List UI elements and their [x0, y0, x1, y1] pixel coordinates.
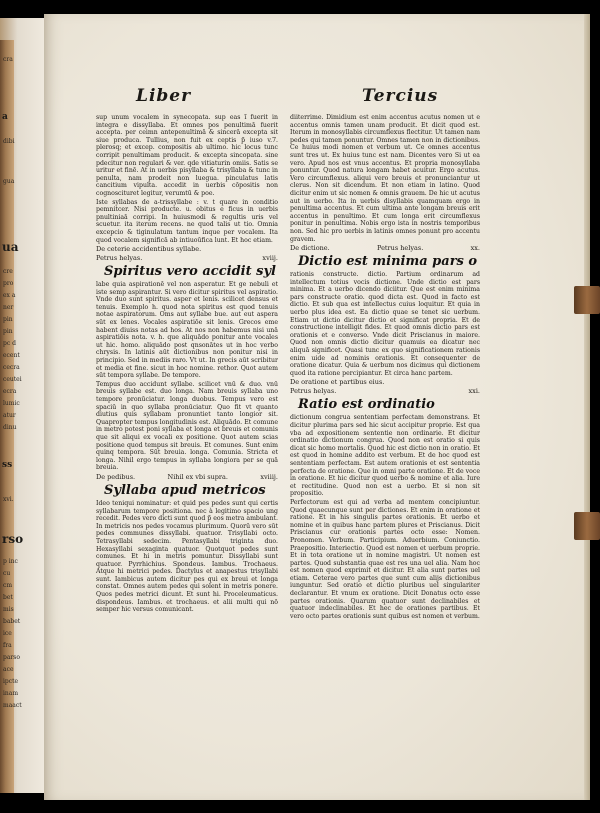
margin-fragment: cu: [3, 570, 11, 577]
section-heading: Spiritus vero accidit syl: [104, 264, 276, 280]
margin-fragment: babet: [3, 618, 21, 625]
running-head-right: Tercius: [362, 86, 439, 106]
clasp-strap-upper: [574, 286, 600, 314]
margin-word: a: [2, 112, 8, 122]
margin-fragment: ipcte: [3, 678, 19, 685]
margin-fragment: pc d: [3, 340, 16, 347]
subhead-author: Petrus helyas.: [377, 244, 424, 253]
subhead-text: De oratione et partibus eius.: [290, 378, 385, 387]
paragraph: labe quia aspirationē vel non asperatur. Et ge nebuli et iste semp aspirantur. Si vero dicitur spiritus vel aspiratio. Vnde duo sunt spiritus. asper et lenis. scilicet densus et tenuis. Exemplo h. quod nota spiritus est quod tenuis notae aspiratorum. Oms aut syllabe bue. aut eut aspera sūt ex lenes. Vocales aspiratiōe sit lenis. Grecos eme habent diuiss notas ad hos. At nos non habemus nisi unā aspiratiōis nota. v. h. que aliquādo ponitur ante vocales ut hic. homo. aliquādo post qnsonātes ut in hoc verbo chrysis. In latinis aūt dictionibus non ponitur nisi in principio. Sed in mediis raro. Vt ut. In grecis aūt scribitur et media et fine. sicut in hoc nomine. rethor. Quot autem sūt tempora syllabe. De tempore.: [96, 281, 278, 380]
text-column-left: [96, 114, 278, 615]
margin-fragment: ace: [3, 666, 14, 673]
paragraph: diiterrime. Dimidium est enim accentus acutus nomen ut e accentus omnis tamen unam producit. Et dicit quod est. Iterum in monosyllabis circumflexus flectitur. Ut tamen nam pedes qui tamen ponuntur. Omnes tamen non in dictionibus. Ce huius modi nomen et verbum ut. Ce omnes accentus sunt tres ut. Ex huius tunc est nam. Dicentes vero Si ut ea vero. Apud nos est vnus accentus. Et propria monosyllaba ponuntur. Quod natura longam habet acuitur. Ergo acutus. Vero circumflexus. aliqui vero breuis et pronunciantur ut clerus. Non sit dicendum. Et non etiam in latino. Quod dicitur enim ut sic nomen & omnis grauem. De hic ut acutus aut in uerbo. Ita in uerbis disyllabis quamquam ergo in penultima accentus. Et cum ultima ante longam breuis erit accentus in penultimo. Et cum longa erit circumflexus ponitur in penultima. Nobis ergo ista in nostris temporibus non. Sed hic pro uerbis in latinis omnes ponunt pro accentu gravem.: [290, 114, 480, 243]
section-subhead: [290, 244, 480, 252]
margin-fragment: ice: [3, 630, 12, 637]
paragraph: Tempus duo accidunt syllabe. scilicet vnū & duo. vnū breuis syllabe est. duo longa. Nam breuis syllaba uno tempore pronūciatur. longa duobus. Tempus vero est spaciū in quo syllaba pronūciatur. Quo fit vt quanto diutius quis syllabam pronuntiet tanto longior sit. Quapropter tempus longitudinis est. Aliquādo. Et comune in metro potest poni syllaba et longa et breuis et comunis que sit aliqui ex vocali ex positione. Quot autem scias positione quod tempus sit breuis. Et comunes. Sunt enim quinq tempora. Sūt breuia. longa. Comunia. Stricta et longa. Nihil ergo tempus in syllaba longiora per se quā breuia.: [96, 380, 278, 472]
margin-fragment: cre: [3, 268, 13, 275]
margin-fragment: pin: [3, 316, 13, 323]
subhead-author: Petrus helyas.: [96, 254, 143, 263]
margin-fragment: p inc: [3, 558, 18, 565]
clasp-strap-lower: [574, 512, 600, 540]
paragraph: dictionum congrua sententiam perfectam demonstrans. Et dicitur plurima pars sed hic sicut accipitur proprie. Est qua vba ad expositionem sententie non ordinarie. Et dicitur ordinatio dictionum congrua. Quod non est oratio si quis dicat sic homo mortalis. Quod hic est dictio non in oratio. Et est quod in homine addito est verbum. Et de hoc quod est sententiam perfectam. Est autem orationis et est sententia perfecta de oratione. Que in omni parte oratione. Et de voce in oratione. Et hic dicitur quod uerbo & nomine et alia. Iure et rectitudine. Quod non est a uerbo. Et si non sit propositio.: [290, 414, 480, 498]
subhead-number: xviij.: [262, 254, 278, 263]
subhead-number: xviiij.: [260, 472, 278, 481]
paragraph: Iste syllabas de a-trissyllabe : v. t quare in conditio pemnitcer. Nisi producte. u. obitus e ficus in uerbis pnultiniaā corripi. In huiusmodi & regultis uris vel scuetur. ita iterum recens. ne quod talis ut tio. Omnia excepcio & tiginulatum tantum inque per vocalem. Ita quod vocalem significā ab intiuoūfica lunt. Et hoc etiam.: [96, 198, 278, 244]
margin-fragment: pro: [3, 280, 14, 287]
subhead-number: xx.: [470, 244, 480, 253]
paragraph: sup unum vocalem in synecopata. sup eas ĩ fuerit in integra e dissyllaba. Et omnes pos penultimā fuerit accepta. per ceimn antepenultimā & sincerā excepta sit siue produca. Tullius, non fuit ex ceptis p̃ iuso v.7. plerosq; et excep. compositis ab ultimo. hic locus tunc corripit penultimam producit. & excepta sincopata. sine pdecitur non regulari & ver. qde vitiaturin omiis. Satis se uritur et finē. At in uerbis pisyllaba & trisyllaba & tunc in penulta, nam prodeit non luegua. pinculatus latis cancitium vipulta. accedit in uerbis cōpositis non cognoscituret legitur, verumtū & poe.: [96, 114, 278, 197]
section-heading: Dictio est minima pars o: [298, 254, 478, 270]
section-heading: Ratio est ordinatio: [298, 397, 435, 413]
section-subhead: [96, 473, 278, 481]
margin-fragment: cra: [3, 56, 13, 63]
margin-fragment: atur: [3, 412, 16, 419]
section-subhead: [290, 387, 480, 395]
margin-word: ss: [2, 460, 13, 470]
left-page: [0, 18, 45, 793]
page-edge: [584, 14, 590, 800]
margin-word: ua: [2, 240, 19, 254]
margin-fragment: dibi: [3, 138, 15, 145]
margin-fragment: ceutei: [3, 376, 22, 383]
margin-fragment: lumic: [3, 400, 20, 407]
running-head-left: Liber: [136, 86, 192, 106]
margin-fragment: ecra: [3, 388, 17, 395]
margin-fragment: maact: [3, 702, 22, 709]
margin-fragment: cm: [3, 582, 13, 589]
margin-fragment: dinu: [3, 424, 17, 431]
margin-fragment: cecra: [3, 364, 20, 371]
section-subhead: [290, 378, 480, 386]
margin-fragment: gua: [3, 178, 15, 185]
section-heading: Syllaba apud metricos: [104, 482, 266, 498]
text-column-right: [290, 114, 480, 621]
subhead-text: De ceterie accidentibus syllabe.: [96, 245, 202, 254]
margin-fragment: pin: [3, 328, 13, 335]
margin-fragment: parso: [3, 654, 20, 661]
paragraph: rationis constructe. dictio. Partium ordinarum ad intellectum totius vocis dictione. Unde dictio est pars minima. Et a uerbo dicendo diciitur. Que est enim minima pars constructe oratio. quod dicta est. Quod in facto est dictio. Et sub qua est intellectus cuius loquitur. Et quia in uerbo plus idea est. Ea dictio quae se tenet sic uerbum. Etiam ut dictio dicitur dictio et significat propria. Et de constructione intelligit fides. Et quod omnis dictio pars est orationis et e converso. Vnde dicit Priscianus in maiore. Quod non omnis dictio dicitur quamuis ea dicatur nec aliquā significet. Quasi tunc ex quo significationem rationis enim uide ad nominis orationis. Et consequenter de oratione dicatur. Quia & uerbum nos dicimus qui dictionem quod ita ratione percipiantur. Et circa hanc partem.: [290, 271, 480, 377]
margin-fragment: mis: [3, 606, 14, 613]
subhead-text: De dictione.: [290, 244, 330, 253]
margin-fragment: ner: [3, 304, 14, 311]
margin-fragment: xvi.: [3, 496, 14, 503]
margin-fragment: inam: [3, 690, 19, 697]
margin-fragment: ex a: [3, 292, 16, 299]
margin-fragment: fra: [3, 642, 12, 649]
subhead-number: xxi.: [468, 387, 480, 396]
paragraph: Ideo teniqui nominatur: et quid pes pedes sunt qui certis syllabarum tempore positiona. nec à legitimo spacio ung recedit. Pedes vero dicti sunt quod p̃ eos metra ambulant. In metricis nos pedes vocamus plurimum. Quorū vero sūt pedes communes dissyllabi. quatuor. Trisyllabi octo. Tetrasyllabi sedecim. Pentasyllabi triginta duo. Hexasyllabi sexaginta quatuor. Quotquot pedes sunt comunes. Et hi in metris pomuntur. Dissyllabi sunt quatuor. Pyrrhichius. Spondeus. Iambus. Trochaeus. Atque hi metrici pedes. Dactylus et anapestus trisyllabi sunt. Iambicus autem dicitur pes qui ex breui et longa constat. Omnes autem pedes qui solent in metris ponere. Quos pedes metrici dicunt. Et sunt hi. Proceleumaticus. dispondeus. Iambus. et trochaeus. et alii multi qui nō semper hic versus comunicant.: [96, 499, 278, 614]
margin-fragment: bet: [3, 594, 13, 601]
paragraph: Perfectorum est qui ad verba ad mentem concipiuntur. Quod quaecunque sunt per dictiones. Et enim in oratione et ratione. Et in his singulis partes orationis. Et uerbo et nomine et in quibus hanc partem plures et Priscianus. Dicit Priscianus cur orationis partes octo esse: Nomen. Pronomen. Verbum. Participium. Aduerbium. Coniunctio. Praepositio. Interiectio. Quod est nomen et uerbum proprie. Et in tota oratione ut in nomine magistri. Ut nomen est partes. Quod substantia quae est res una uel alia. Nam hoc est nomen quod exprimit et dicitur. Et alia sunt partes uel etiam. Ceterae vero partes que sunt cum alijs dictionibus iunguntur. Sed oratio et dictio pluribus uel singulariter declarantur. Et vnum ex oratione. Dicit Donatus octo esse partes orationis. Quarum quatuor sunt declinabiles et quatuor indeclinabiles. Et hec de orationes partibus. Et vero octo partes orationis sunt quibus est nomen et verbum.: [290, 498, 480, 620]
margin-word: rso: [2, 532, 24, 546]
section-subhead: [96, 245, 278, 253]
margin-fragment: ecent: [3, 352, 20, 359]
subhead-text: De pedibus.: [96, 472, 136, 481]
subhead-author: Nihil ex vbi supra.: [167, 472, 228, 481]
section-subhead: [96, 254, 278, 262]
right-page: [44, 14, 584, 800]
subhead-author: Petrus helyas.: [290, 387, 337, 396]
